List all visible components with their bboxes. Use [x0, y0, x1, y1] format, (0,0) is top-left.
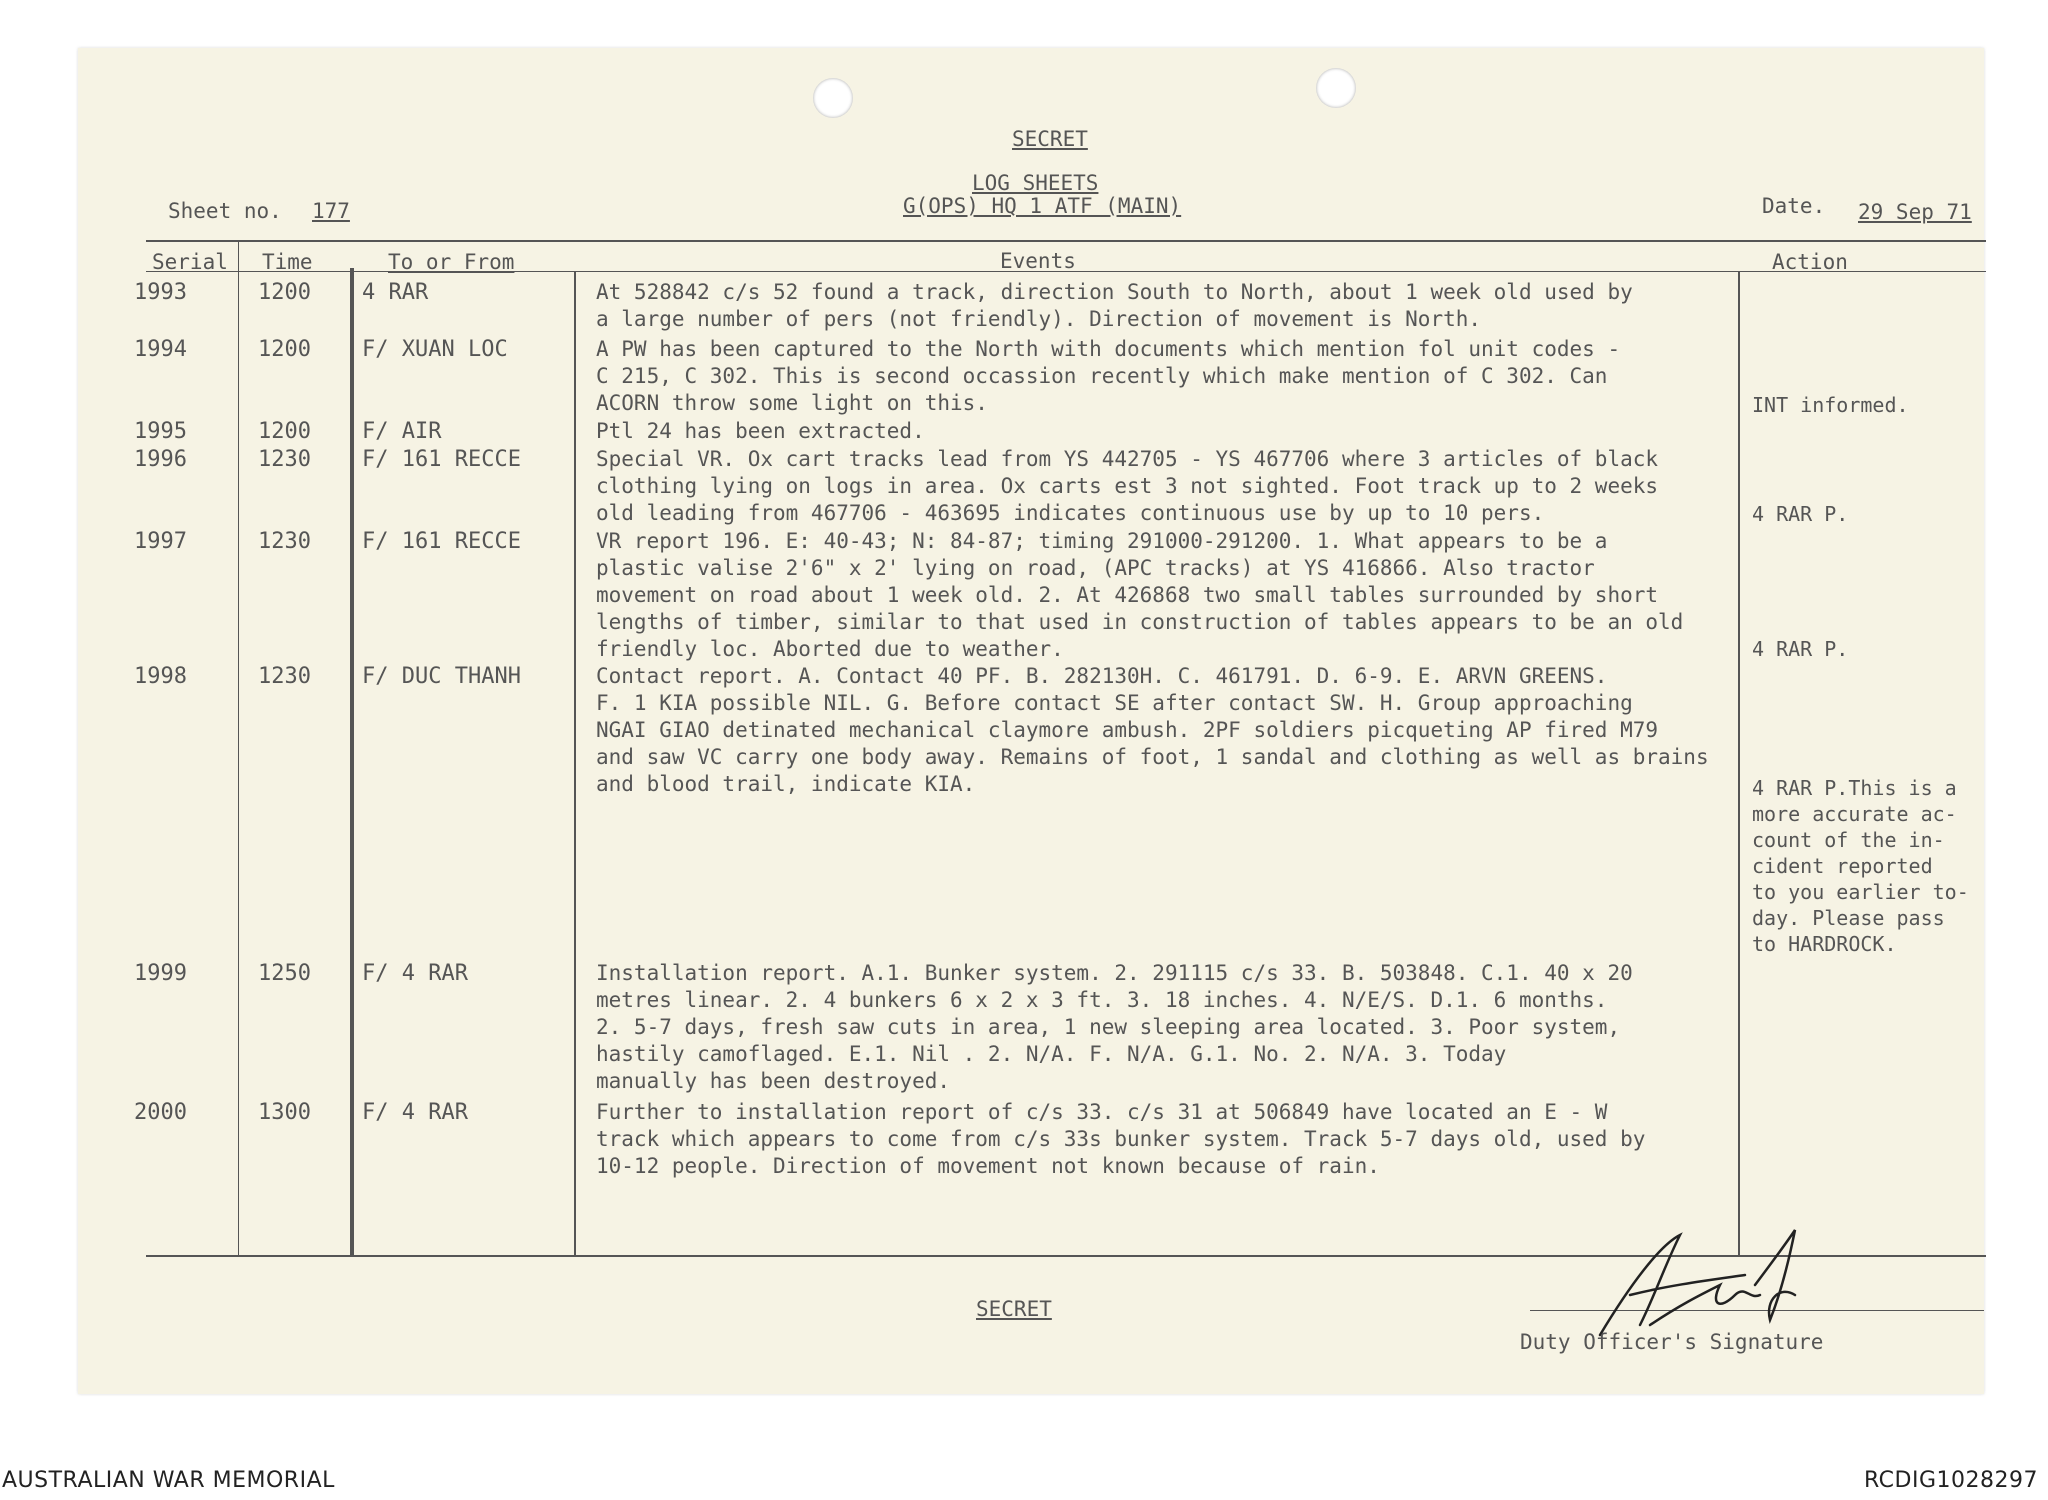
tofrom-events-divider — [574, 272, 576, 1255]
event-line: Contact report. A. Contact 40 PF. B. 282130H. C. 461791. D. 6-9. E. ARVN GREENS. — [596, 664, 1608, 688]
action-line: 4 RAR P. — [1752, 637, 1849, 661]
col-action: Action — [1772, 250, 1848, 274]
event-line: hastily camoflaged. E.1. Nil . 2. N/A. F. N/A. G.1. No. 2. N/A. 3. Today — [596, 1042, 1507, 1066]
row-time: 1200 — [258, 337, 311, 362]
event-line: 10-12 people. Direction of movement not known because of rain. — [596, 1154, 1380, 1178]
event-line: plastic valise 2'6" x 2' lying on road, (APC tracks) at YS 416866. Also tractor — [596, 556, 1595, 580]
event-line: At 528842 c/s 52 found a track, direction South to North, about 1 week old used by — [596, 280, 1633, 304]
row-serial: 1995 — [134, 419, 187, 444]
row-time: 1300 — [258, 1100, 311, 1125]
col-events: Events — [1000, 249, 1076, 273]
event-line: Special VR. Ox cart tracks lead from YS 442705 - YS 467706 where 3 articles of black — [596, 447, 1659, 471]
log-sheets-title: LOG SHEETS — [972, 171, 1099, 195]
row-to-from: 4 RAR — [362, 280, 429, 305]
credit-left: AUSTRALIAN WAR MEMORIAL — [2, 1468, 335, 1493]
time-tofrom-divider — [350, 268, 354, 1255]
event-line: NGAI GIAO detinated mechanical claymore ambush. 2PF soldiers picqueting AP fired M79 — [596, 718, 1659, 742]
row-events — [596, 418, 925, 445]
row-serial: 1993 — [134, 280, 187, 305]
serial-time-divider — [238, 242, 239, 1255]
event-line: and saw VC carry one body away. Remains of foot, 1 sandal and clothing as well as brains — [596, 745, 1709, 769]
event-line: manually has been destroyed. — [596, 1069, 951, 1093]
row-time: 1200 — [258, 280, 311, 305]
date-label: Date. — [1762, 194, 1826, 218]
date-value: 29 Sep 71 — [1858, 200, 1972, 224]
action-line: more accurate ac- — [1752, 802, 1957, 826]
event-line: clothing lying on logs in area. Ox carts est 3 not sighted. Foot track up to 2 weeks — [596, 474, 1659, 498]
action-line: count of the in- — [1752, 828, 1945, 852]
sheet-label: Sheet no. — [168, 199, 282, 223]
punch-hole-icon — [1316, 68, 1356, 108]
row-events — [596, 960, 1633, 1095]
punch-hole-icon — [813, 78, 853, 118]
row-to-from: F/ 4 RAR — [362, 961, 468, 986]
row-time: 1230 — [258, 529, 311, 554]
row-events — [596, 446, 1658, 527]
action-line: 4 RAR P. — [1752, 502, 1849, 526]
row-serial: 1994 — [134, 337, 187, 362]
row-serial: 1999 — [134, 961, 187, 986]
event-line: ACORN throw some light on this. — [596, 391, 988, 415]
unit-title: G(OPS) HQ 1 ATF (MAIN) — [903, 194, 1182, 218]
row-to-from: F/ XUAN LOC — [362, 337, 508, 362]
action-line: to HARDROCK. — [1752, 932, 1897, 956]
event-line: F. 1 KIA possible NIL. G. Before contact SE after contact SW. H. Group approaching — [596, 691, 1633, 715]
row-serial: 1996 — [134, 447, 187, 472]
event-line: old leading from 467706 - 463695 indicates continuous use by up to 10 pers. — [596, 501, 1545, 525]
row-serial: 1998 — [134, 664, 187, 689]
event-line: track which appears to come from c/s 33s bunker system. Track 5-7 days old, used by — [596, 1127, 1646, 1151]
row-action — [1752, 775, 1969, 957]
action-line: cident reported — [1752, 854, 1933, 878]
event-line: Further to installation report of c/s 33. c/s 31 at 506849 have located an E - W — [596, 1100, 1608, 1124]
event-line: Ptl 24 has been extracted. — [596, 419, 925, 443]
row-events — [596, 279, 1633, 333]
row-events — [596, 336, 1620, 417]
row-events — [596, 663, 1709, 798]
row-action — [1752, 501, 1848, 527]
row-action — [1752, 636, 1848, 662]
credit-right: RCDIG1028297 — [1863, 1468, 2038, 1493]
action-line: to you earlier to- — [1752, 880, 1969, 904]
row-action — [1752, 392, 1909, 418]
classification-top: SECRET — [1012, 127, 1088, 151]
event-line: and blood trail, indicate KIA. — [596, 772, 976, 796]
row-events — [596, 1099, 1645, 1180]
event-line: C 215, C 302. This is second occassion recently which make mention of C 302. Can — [596, 364, 1608, 388]
event-line: Installation report. A.1. Bunker system. 2. 291115 c/s 33. B. 503848. C.1. 40 x 20 — [596, 961, 1633, 985]
event-line: friendly loc. Aborted due to weather. — [596, 637, 1064, 661]
classification-bottom: SECRET — [976, 1297, 1052, 1321]
event-line: a large number of pers (not friendly). Direction of movement is North. — [596, 307, 1482, 331]
row-to-from: F/ AIR — [362, 419, 442, 444]
action-line: day. Please pass — [1752, 906, 1945, 930]
event-line: lengths of timber, similar to that used in construction of tables appears to be an old — [596, 610, 1684, 634]
row-time: 1230 — [258, 664, 311, 689]
action-line: 4 RAR P.This is a — [1752, 776, 1957, 800]
row-time: 1200 — [258, 419, 311, 444]
col-serial: Serial — [152, 250, 228, 274]
row-to-from: F/ DUC THANH — [362, 664, 521, 689]
row-to-from: F/ 161 RECCE — [362, 529, 521, 554]
event-line: VR report 196. E: 40-43; N: 84-87; timing 291000-291200. 1. What appears to be a — [596, 529, 1608, 553]
row-to-from: F/ 4 RAR — [362, 1100, 468, 1125]
row-serial: 2000 — [134, 1100, 187, 1125]
row-events — [596, 528, 1683, 663]
events-action-divider — [1738, 272, 1740, 1255]
col-to-from: To or From — [388, 250, 515, 274]
row-time: 1230 — [258, 447, 311, 472]
row-serial: 1997 — [134, 529, 187, 554]
event-line: movement on road about 1 week old. 2. At 426868 two small tables surrounded by short — [596, 583, 1659, 607]
row-time: 1250 — [258, 961, 311, 986]
table-top-rule — [146, 240, 1986, 242]
sheet-number: 177 — [312, 199, 350, 223]
col-time: Time — [262, 250, 313, 274]
event-line: metres linear. 2. 4 bunkers 6 x 2 x 3 ft. 3. 18 inches. 4. N/E/S. D.1. 6 months. — [596, 988, 1608, 1012]
event-line: A PW has been captured to the North with documents which mention fol unit codes - — [596, 337, 1621, 361]
event-line: 2. 5-7 days, fresh saw cuts in area, 1 new sleeping area located. 3. Poor system, — [596, 1015, 1621, 1039]
signature-label: Duty Officer's Signature — [1520, 1330, 1824, 1354]
action-line: INT informed. — [1752, 393, 1909, 417]
row-to-from: F/ 161 RECCE — [362, 447, 521, 472]
